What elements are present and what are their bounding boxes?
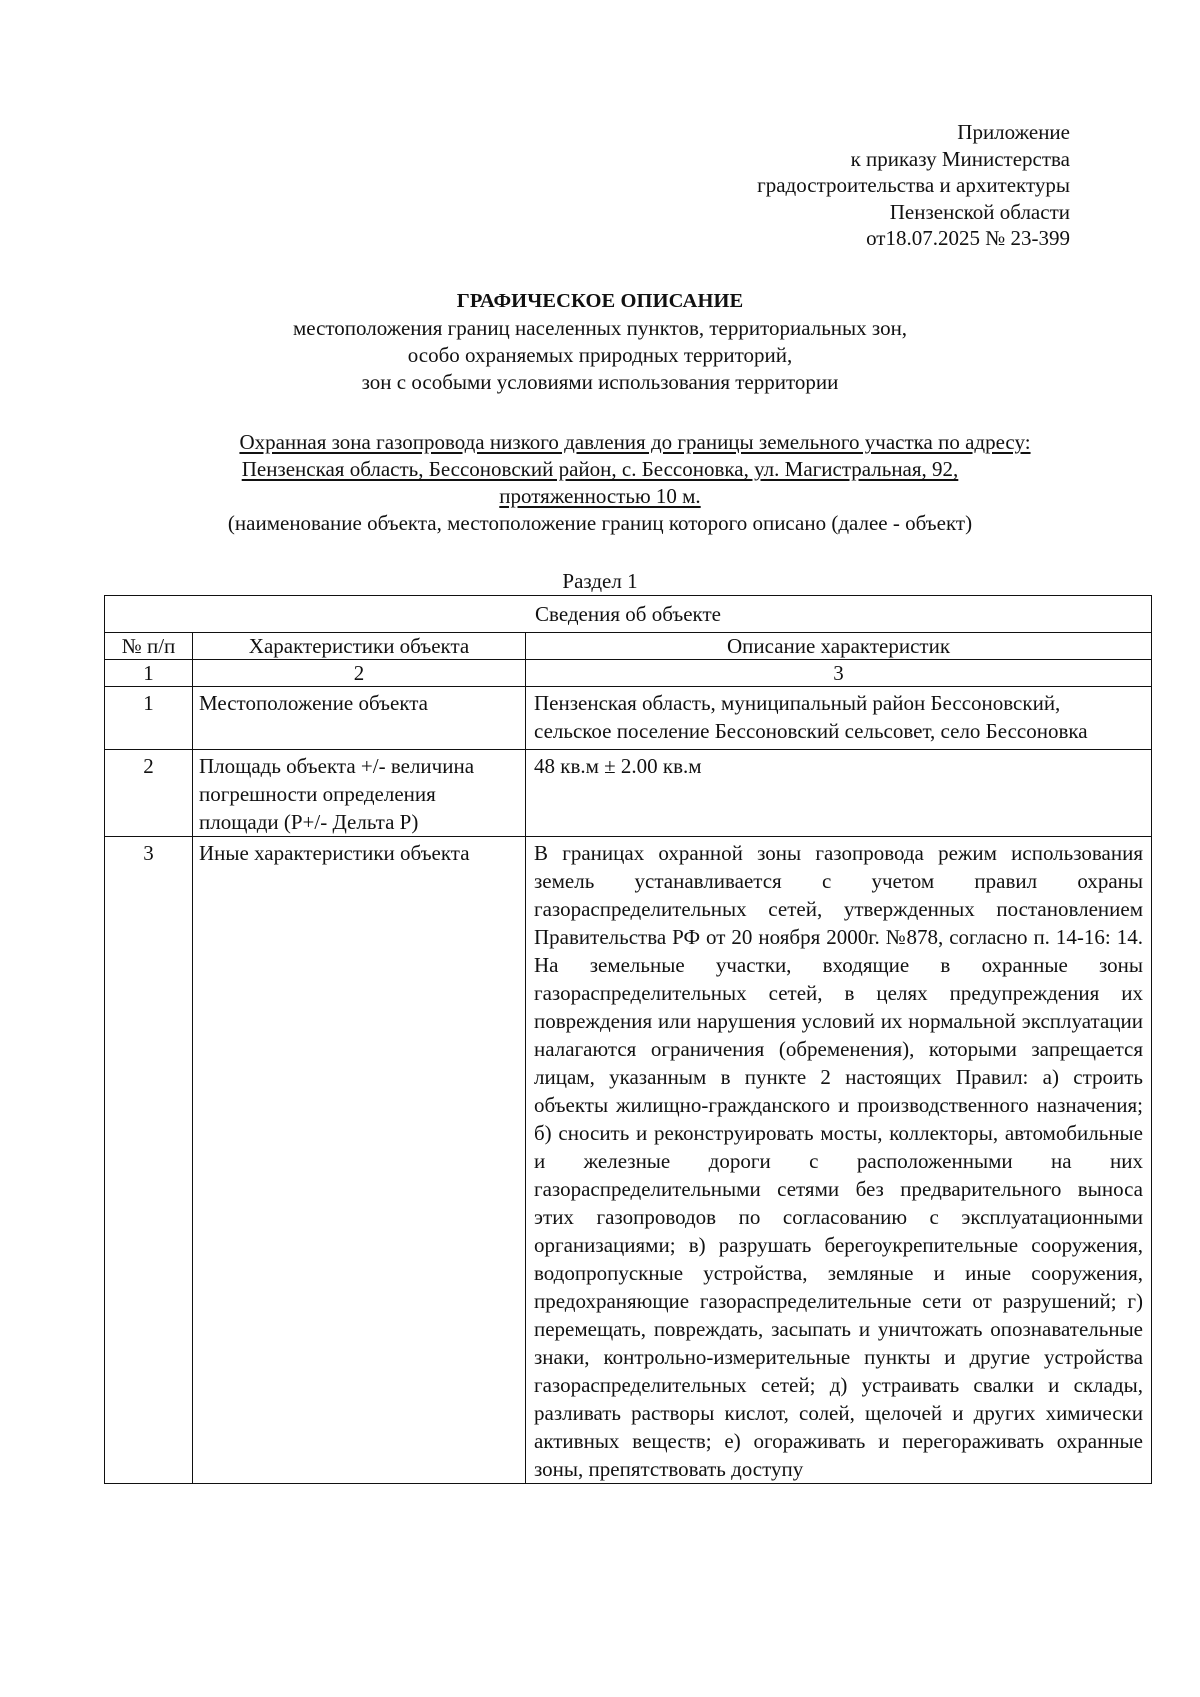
appendix-line-3: градостроительства и архитектуры (757, 173, 1070, 197)
object-name-caption: (наименование объекта, местоположение границ которого описано (далее - объект) (227, 511, 973, 535)
heading-line-2: особо охраняемых природных территорий, (407, 343, 793, 367)
column-number-1: 1 (105, 660, 193, 687)
appendix-line-2: к приказу Министерства (850, 146, 1070, 171)
appendix-line-1: Приложение (957, 120, 1070, 144)
row-description: Пензенская область, муниципальный район Бессоновский, сельское поселение Бессоновский сельсовет, село Бессоновка (526, 687, 1152, 750)
table-row (105, 837, 1152, 1484)
object-name-line-1: Охранная зона газопровода низкого давления до границы земельного участка по адресу: (239, 430, 1031, 454)
section-label: Раздел 1 (562, 569, 638, 593)
row-description: 48 кв.м ± 2.00 кв.м (526, 750, 1152, 837)
row-characteristic: Местоположение объекта (193, 687, 526, 750)
row-number: 3 (105, 837, 193, 1484)
heading-line-1: местоположения границ населенных пунктов, территориальных зон, (292, 316, 908, 340)
appendix-order-date: от18.07.2025 № 23-399 (866, 226, 1070, 250)
document-title: ГРАФИЧЕСКОЕ ОПИСАНИЕ (456, 290, 744, 312)
table-header-row (105, 633, 1152, 660)
object-info-table (104, 595, 1152, 1484)
table-title: Сведения об объекте (105, 596, 1152, 633)
appendix-line-4: Пензенской области (889, 199, 1070, 224)
table-title-row (105, 596, 1152, 633)
heading-line-3: зон с особыми условиями использования территории (361, 370, 839, 394)
object-name-line-2: Пензенская область, Бессоновский район, с. Бессоновка, ул. Магистральная, 92, (241, 457, 959, 481)
row-characteristic: Иные характеристики объекта (193, 837, 526, 1484)
table-column-numbers-row (105, 660, 1152, 687)
column-header-description: Описание характеристик (526, 633, 1152, 660)
table-row (105, 750, 1152, 837)
appendix-block (757, 119, 1070, 252)
column-header-number: № п/п (105, 633, 193, 660)
column-header-characteristic: Характеристики объекта (193, 633, 526, 660)
row-description: В границах охранной зоны газопровода режим использования земель устанавливается с учетом правил охраны газораспределительных сетей, утвержденных постановлением Правительства РФ от 20 ноября 2000г. №878, согласно п. 14-16: 14. На земельные участки, входящие в охранные зоны газораспределительных сетей, в целях предупреждения их повреждения или нарушения условий их нормальной эксплуатации налагаются ограничения (обременения), которыми запрещается лицам, указанным в пункте 2 настоящих Правил: а) строить объекты жилищно-гражданского и производственного назначения; б) сносить и реконструировать мосты, коллекторы, автомобильные и железные дороги с расположенными на них газораспределительными сетями без предварительного выноса этих газопроводов по согласованию с эксплуатационными организациями; в) разрушать берегоукрепительные сооружения, водопропускные устройства, земляные и иные сооружения, предохраняющие газораспределительные сети от разрушений; г) перемещать, повреждать, засыпать и уничтожать опознавательные знаки, контрольно-измерительные пункты и другие устройства газораспределительных сетей; д) устраивать свалки и склады, разливать растворы кислот, солей, щелочей и других химически активных веществ; е) огораживать и перегораживать охранные зоны, препятствовать доступу (526, 837, 1152, 1484)
row-number: 1 (105, 687, 193, 750)
object-name-block (0, 429, 1200, 537)
row-characteristic: Площадь объекта +/- величина погрешности определения площади (Р+/- Дельта Р) (193, 750, 526, 837)
column-number-3: 3 (526, 660, 1152, 687)
column-number-2: 2 (193, 660, 526, 687)
document-heading (0, 288, 1200, 396)
object-name-line-3: протяженностью 10 м. (499, 484, 701, 508)
table-row (105, 687, 1152, 750)
row-number: 2 (105, 750, 193, 837)
